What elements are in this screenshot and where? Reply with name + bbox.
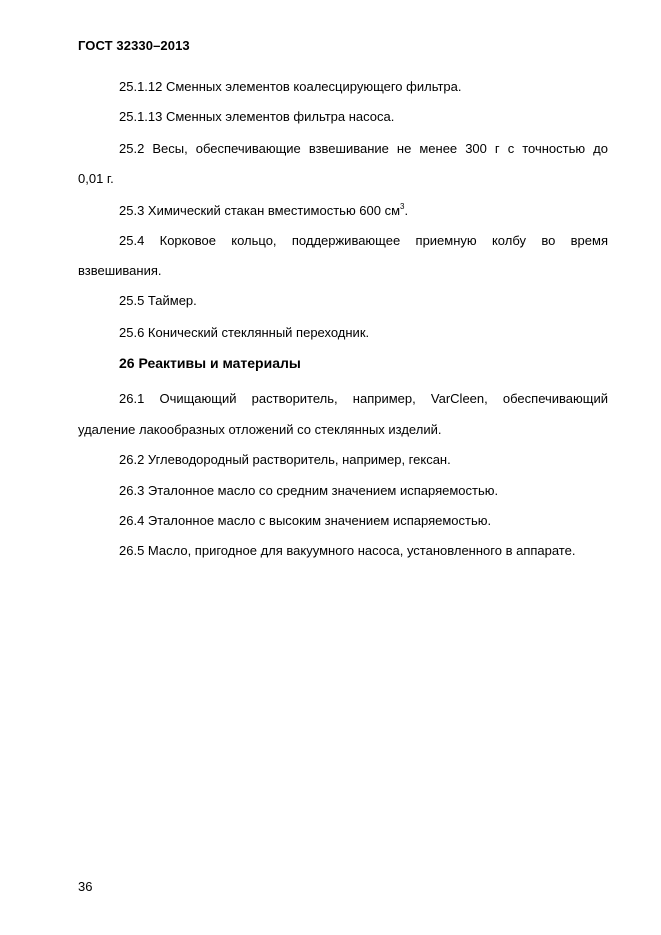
page-number: 36 <box>78 879 93 894</box>
item-26-1-line1 <box>119 391 608 407</box>
item-25-6: 25.6 Конический стеклянный переходник. <box>119 325 370 340</box>
document-code-header: ГОСТ 32330–2013 <box>78 38 190 53</box>
item-25-2-line2: 0,01 г. <box>78 171 114 186</box>
item-25-2-line1 <box>119 141 608 157</box>
item-25-3-superscript: 3 <box>400 202 405 211</box>
item-26-1-line2: удаление лакообразных отложений со стеклянных изделий. <box>78 422 442 437</box>
item-25-3-text: 25.3 Химический стакан вместимостью 600 см <box>119 203 401 218</box>
item-26-1-text: 26.1 Очищающий растворитель, например, VarCleen, обеспечивающий <box>119 391 608 406</box>
item-25-3 <box>119 203 408 219</box>
section-26-heading: 26 Реактивы и материалы <box>119 355 301 371</box>
item-25-1-12: 25.1.12 Сменных элементов коалесцирующего фильтра. <box>119 79 462 94</box>
item-26-5: 26.5 Масло, пригодное для вакуумного насоса, установленного в аппарате. <box>119 543 576 558</box>
item-25-1-13: 25.1.13 Сменных элементов фильтра насоса. <box>119 109 395 124</box>
item-25-4-text: 25.4 Корковое кольцо, поддерживающее приемную колбу во время <box>119 233 608 248</box>
item-25-5: 25.5 Таймер. <box>119 293 197 308</box>
item-25-4-line1 <box>119 233 608 249</box>
item-25-2-text: 25.2 Весы, обеспечивающие взвешивание не менее 300 г с точностью до <box>119 141 608 156</box>
item-26-2: 26.2 Углеводородный растворитель, например, гексан. <box>119 452 451 467</box>
item-25-3-period: . <box>404 203 409 218</box>
item-25-4-line2: взвешивания. <box>78 263 162 278</box>
item-26-4: 26.4 Эталонное масло с высоким значением испаряемостью. <box>119 513 492 528</box>
item-26-3: 26.3 Эталонное масло со средним значением испаряемостью. <box>119 483 499 498</box>
